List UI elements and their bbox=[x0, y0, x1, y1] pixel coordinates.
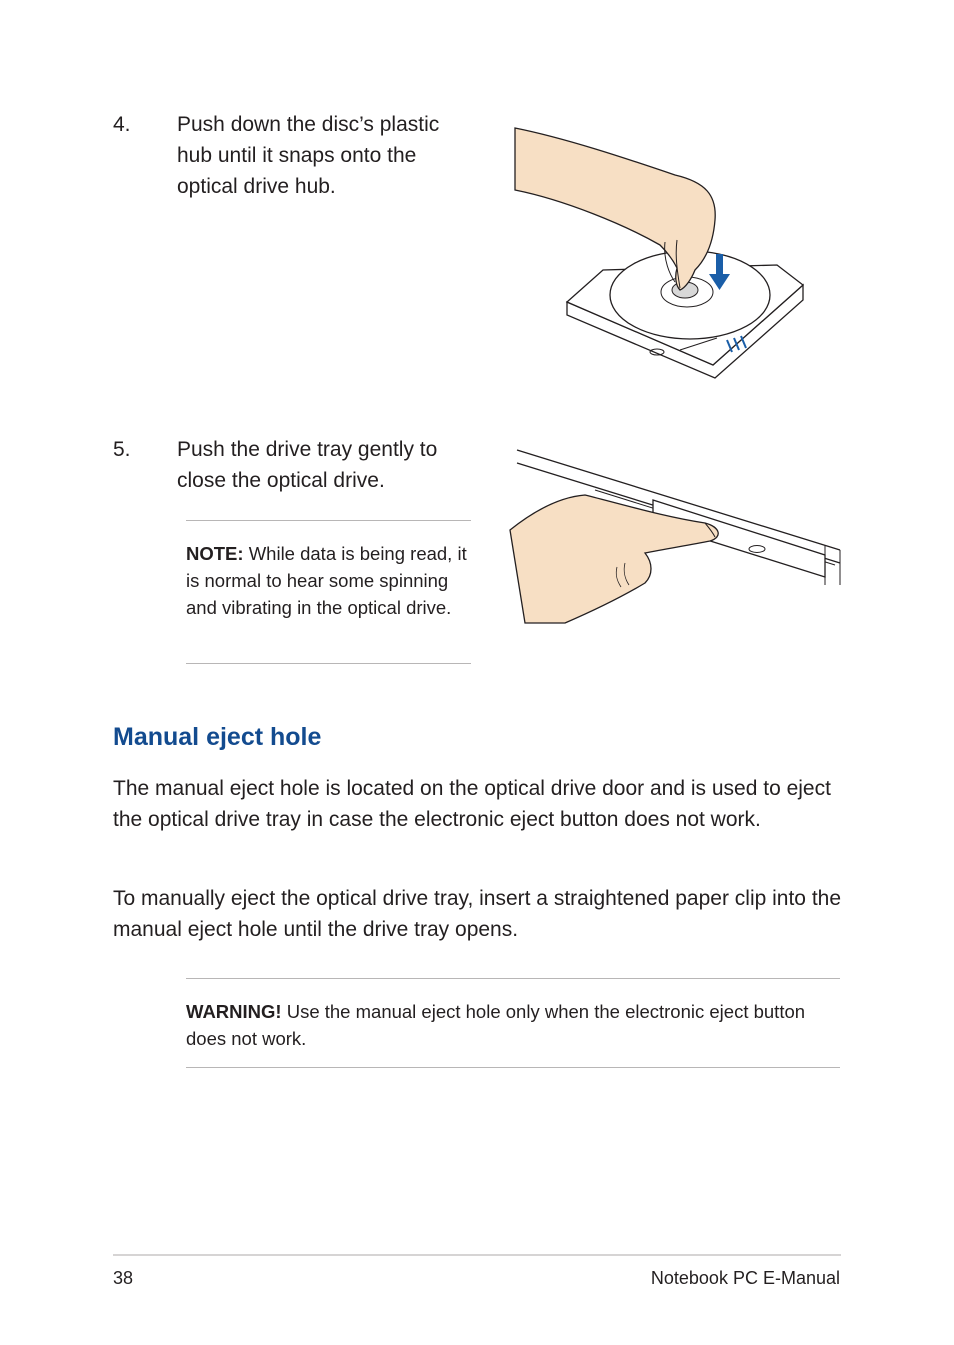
warning-top-rule bbox=[186, 978, 840, 979]
step-4-number: 4. bbox=[113, 113, 131, 136]
warning-label: WARNING! bbox=[186, 1001, 282, 1022]
note-bottom-rule bbox=[186, 663, 471, 664]
warning-box bbox=[186, 998, 826, 1052]
footer-rule bbox=[113, 1254, 841, 1256]
step-4-text: Push down the disc’s plastic hub until it snaps onto the optical drive hub. bbox=[177, 113, 440, 198]
note-text: While data is being read, it is normal to hear some spinning and vibrating in the optical drive. bbox=[186, 543, 467, 618]
disc-hub-illustration bbox=[505, 120, 810, 385]
note-label: NOTE: bbox=[186, 543, 244, 564]
warning-bottom-rule bbox=[186, 1067, 840, 1068]
section-paragraph-1: The manual eject hole is located on the optical drive door and is used to eject the optical drive tray in case the electronic eject button does not work. bbox=[113, 777, 831, 831]
section-paragraph-2: To manually eject the optical drive tray, insert a straightened paper clip into the manual eject hole until the drive tray opens. bbox=[113, 887, 842, 941]
step-5-number: 5. bbox=[113, 438, 131, 461]
note-top-rule bbox=[186, 520, 471, 521]
footer-title: Notebook PC E-Manual bbox=[650, 1268, 840, 1288]
step-5-text: Push the drive tray gently to close the optical drive. bbox=[177, 438, 438, 492]
page-number: 38 bbox=[113, 1268, 134, 1288]
close-tray-illustration bbox=[505, 445, 845, 630]
section-heading: Manual eject hole bbox=[113, 723, 322, 751]
note-box bbox=[186, 540, 471, 621]
warning-text: Use the manual eject hole only when the electronic eject button does not work. bbox=[186, 1001, 806, 1049]
